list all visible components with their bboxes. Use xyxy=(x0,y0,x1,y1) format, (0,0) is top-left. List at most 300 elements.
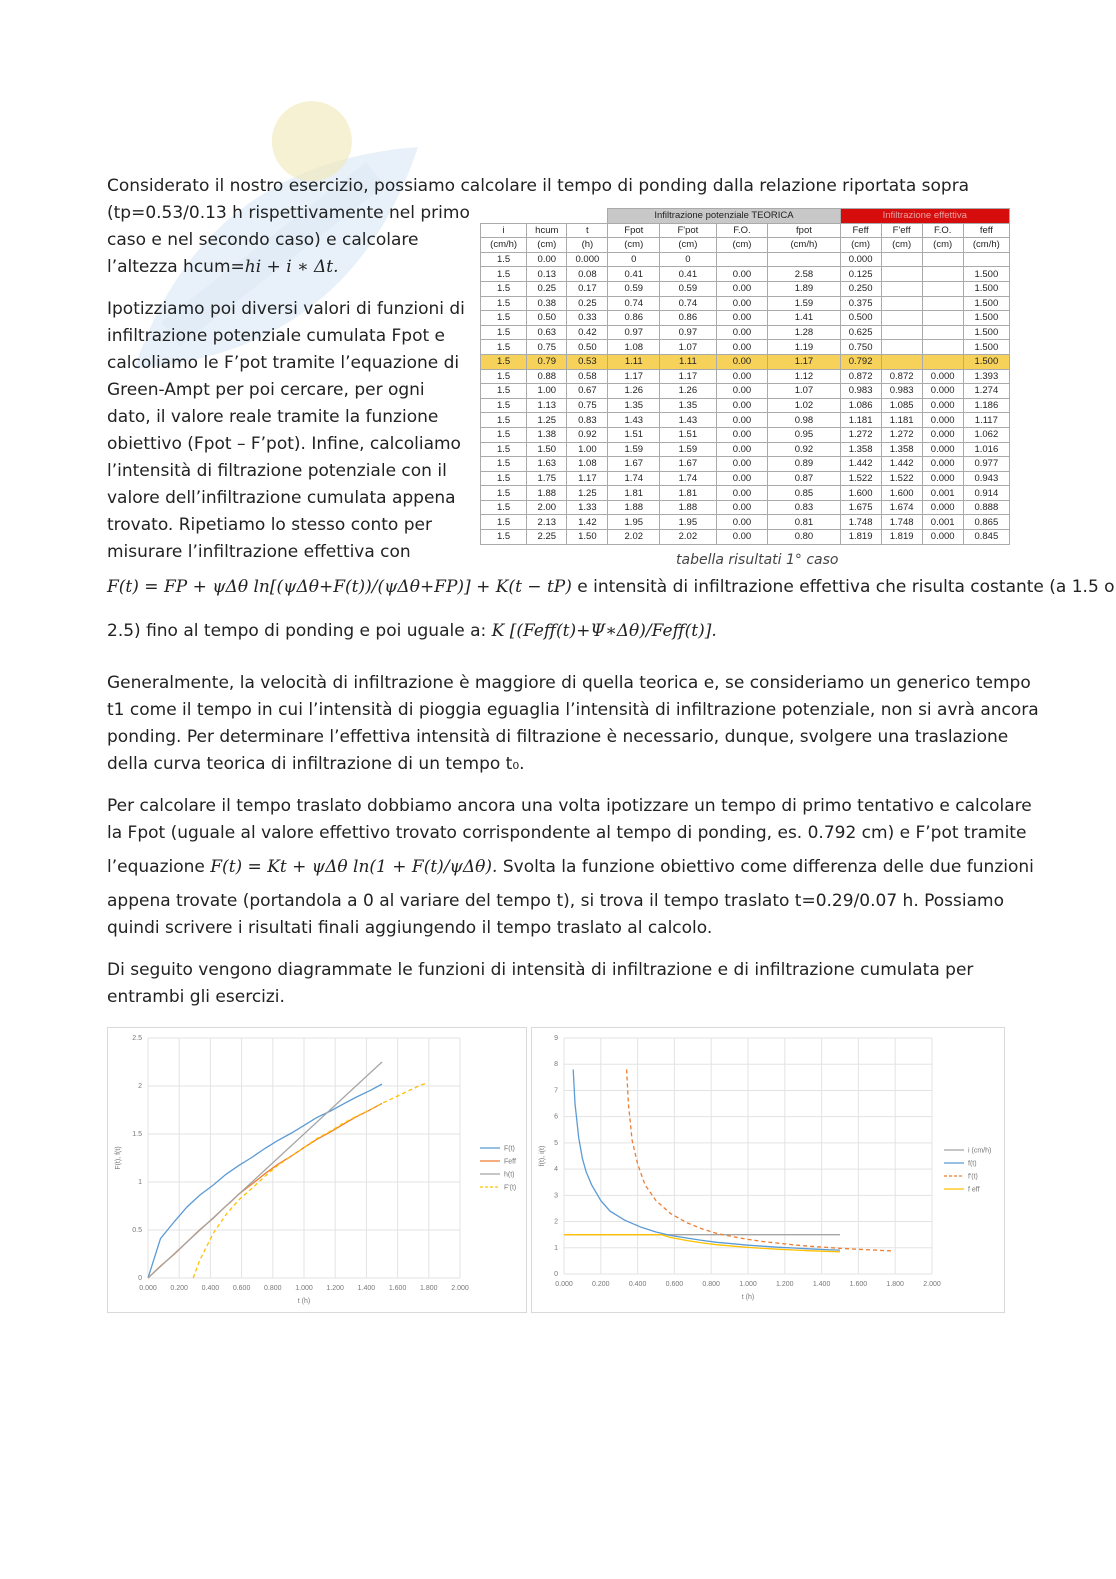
x-tick-label: 1.600 xyxy=(849,1281,868,1288)
table-cell: 0.25 xyxy=(567,296,608,311)
table-cell: 0.50 xyxy=(527,311,567,326)
legend-label: Feff xyxy=(504,1158,516,1166)
table-cell: 1.19 xyxy=(768,340,840,355)
table-cell: 0.000 xyxy=(922,427,963,442)
table-cell: 1.33 xyxy=(567,500,608,515)
series-line xyxy=(148,1062,382,1278)
table-cell: 1.5 xyxy=(481,325,527,340)
table-cell: 0.00 xyxy=(716,325,768,340)
paragraph2-line: valore dell’infiltrazione cumulata appena xyxy=(107,488,456,508)
table-row xyxy=(481,311,1010,326)
column-unit: (cm/h) xyxy=(768,238,840,253)
table-row xyxy=(481,442,1010,457)
table-cell: 0.87 xyxy=(768,471,840,486)
table-cell: 0.983 xyxy=(881,384,922,399)
table-cell: 0.943 xyxy=(963,471,1009,486)
table-cell: 0.750 xyxy=(840,340,881,355)
paragraph4-line xyxy=(107,854,1034,881)
paragraph1-line2: (tp=0.53/0.13 h rispettivamente nel primo xyxy=(107,203,470,223)
x-tick-label: 0.600 xyxy=(665,1281,684,1288)
table-cell: 0.000 xyxy=(922,413,963,428)
table-cell: 1.81 xyxy=(660,486,716,501)
table-cell: 1.393 xyxy=(963,369,1009,384)
table-cell: 0.86 xyxy=(608,311,660,326)
table-cell: 1.016 xyxy=(963,442,1009,457)
table-cell: 1.675 xyxy=(840,500,881,515)
table-cell: 0.41 xyxy=(608,267,660,282)
table-cell: 1.500 xyxy=(963,296,1009,311)
table-cell: 1.67 xyxy=(608,457,660,472)
table-row xyxy=(481,325,1010,340)
table-cell: 0.95 xyxy=(768,427,840,442)
y-tick-label: 1 xyxy=(554,1244,558,1252)
table-cell: 0.000 xyxy=(922,457,963,472)
table-cell: 2.02 xyxy=(660,530,716,545)
table-caption: tabella risultati 1° caso xyxy=(676,552,839,568)
table-cell: 1.500 xyxy=(963,354,1009,369)
x-tick-label: 0.800 xyxy=(264,1285,282,1292)
y-tick-label: 2.5 xyxy=(132,1035,142,1042)
table-cell: 1.500 xyxy=(963,311,1009,326)
table-units-row xyxy=(481,238,1010,253)
table-cell: 1.50 xyxy=(567,530,608,545)
paragraph4-line: Per calcolare il tempo traslato dobbiamo ancora una volta ipotizzare un tempo di primo tentativo e calcolare xyxy=(107,796,1032,816)
table-cell: 1.274 xyxy=(963,384,1009,399)
column-header: t xyxy=(567,223,608,238)
y-tick-label: 3 xyxy=(554,1192,558,1200)
column-header: fpot xyxy=(768,223,840,238)
table-cell: 0.000 xyxy=(922,369,963,384)
table-cell xyxy=(881,296,922,311)
table-cell: 0.74 xyxy=(608,296,660,311)
y-tick-label: 1 xyxy=(138,1179,142,1186)
table-cell: 1.28 xyxy=(768,325,840,340)
x-tick-label: 0.800 xyxy=(702,1281,720,1288)
legend-label: h(t) xyxy=(504,1171,515,1179)
paragraph3-line: Generalmente, la velocità di infiltrazione è maggiore di quella teorica e, se consideriamo un generico tempo xyxy=(107,673,1031,693)
table-cell xyxy=(922,296,963,311)
table-row xyxy=(481,500,1010,515)
table-cell: 1.17 xyxy=(660,369,716,384)
column-unit: (cm) xyxy=(660,238,716,253)
table-cell: 1.522 xyxy=(881,471,922,486)
column-unit: (cm) xyxy=(716,238,768,253)
table-cell: 0.00 xyxy=(716,413,768,428)
table-cell: 0.00 xyxy=(716,427,768,442)
table-group-header xyxy=(481,209,1010,224)
paragraph2-line: Ipotizziamo poi diversi valori di funzioni di xyxy=(107,299,465,319)
column-header: Feff xyxy=(840,223,881,238)
y-tick-label: 2 xyxy=(138,1083,142,1090)
table-cell: 1.88 xyxy=(608,500,660,515)
table-cell: 1.13 xyxy=(527,398,567,413)
formula-line2-text: 2.5) fino al tempo di ponding e poi uguale a: xyxy=(107,621,487,641)
table-cell: 1.5 xyxy=(481,296,527,311)
table-cell xyxy=(922,267,963,282)
table-cell: 1.500 xyxy=(963,267,1009,282)
table-cell: 1.5 xyxy=(481,457,527,472)
table-cell xyxy=(881,325,922,340)
table-cell: 1.67 xyxy=(660,457,716,472)
table-row xyxy=(481,340,1010,355)
table-cell: 1.5 xyxy=(481,442,527,457)
legend-label: F(t) xyxy=(504,1145,515,1153)
table-cell xyxy=(922,311,963,326)
table-cell: 0.888 xyxy=(963,500,1009,515)
group-effettiva: Infiltrazione effettiva xyxy=(840,209,1009,224)
paragraph1-line1: Considerato il nostro esercizio, possiamo calcolare il tempo di ponding dalla relazione riportata sopra xyxy=(107,176,970,196)
table-cell: 1.35 xyxy=(660,398,716,413)
column-header: hcum xyxy=(527,223,567,238)
table-cell: 0.83 xyxy=(567,413,608,428)
table-cell xyxy=(881,267,922,282)
table-cell: 0.53 xyxy=(567,354,608,369)
table-row xyxy=(481,427,1010,442)
table-cell: 0.845 xyxy=(963,530,1009,545)
table-cell: 1.63 xyxy=(527,457,567,472)
x-tick-label: 0.400 xyxy=(628,1281,647,1288)
table-cell: 1.181 xyxy=(881,413,922,428)
table-cell xyxy=(768,252,840,267)
table-cell: 0.001 xyxy=(922,515,963,530)
column-unit: (cm) xyxy=(840,238,881,253)
table-row xyxy=(481,486,1010,501)
table-row xyxy=(481,369,1010,384)
table-cell: 0.25 xyxy=(527,281,567,296)
table-row xyxy=(481,354,1010,369)
y-tick-label: 4 xyxy=(554,1166,558,1174)
table-header-row xyxy=(481,223,1010,238)
paragraph2-line: calcoliamo le F’pot tramite l’equazione di xyxy=(107,353,460,373)
table-cell: 1.17 xyxy=(608,369,660,384)
table-cell: 0.00 xyxy=(716,296,768,311)
table-cell: 0.89 xyxy=(768,457,840,472)
table-cell: 0.00 xyxy=(716,384,768,399)
legend-label: f(t) xyxy=(968,1160,977,1168)
table-cell: 0.75 xyxy=(567,398,608,413)
table-cell: 0.983 xyxy=(840,384,881,399)
table-cell xyxy=(922,252,963,267)
table-cell: 0.00 xyxy=(716,398,768,413)
column-unit: (cm) xyxy=(881,238,922,253)
table-cell: 0.977 xyxy=(963,457,1009,472)
table-cell: 1.442 xyxy=(881,457,922,472)
table-cell: 1.748 xyxy=(840,515,881,530)
legend-label: f'(t) xyxy=(968,1173,978,1181)
legend-label: i (cm/h) xyxy=(968,1147,992,1155)
table-cell: 0.00 xyxy=(716,500,768,515)
formula-line2 xyxy=(107,618,717,645)
table-cell: 1.51 xyxy=(608,427,660,442)
table-cell xyxy=(881,311,922,326)
results-table xyxy=(480,208,1010,545)
table-cell: 1.00 xyxy=(567,442,608,457)
paragraph4-line3-pre: l’equazione xyxy=(107,857,205,877)
paragraph2-line: trovato. Ripetiamo lo stesso conto per xyxy=(107,515,432,535)
formula-line xyxy=(107,574,1115,601)
y-axis-label: f(t), i(t) xyxy=(539,1145,546,1167)
table-cell: 1.08 xyxy=(567,457,608,472)
table-cell: 0.250 xyxy=(840,281,881,296)
legend-label: f eff xyxy=(968,1186,980,1194)
table-cell: 0.00 xyxy=(716,442,768,457)
x-tick-label: 1.000 xyxy=(739,1281,757,1288)
y-tick-label: 8 xyxy=(554,1061,558,1069)
table-cell: 1.5 xyxy=(481,354,527,369)
table-cell: 1.062 xyxy=(963,427,1009,442)
group-teorica: Infiltrazione potenziale TEORICA xyxy=(608,209,840,224)
table-row xyxy=(481,267,1010,282)
table-cell: 1.17 xyxy=(768,354,840,369)
table-cell: 1.95 xyxy=(608,515,660,530)
x-tick-label: 0.000 xyxy=(139,1285,157,1292)
formula-line-text: e intensità di infiltrazione effettiva che risulta costante (a 1.5 o xyxy=(577,577,1115,597)
table-cell: 0.63 xyxy=(527,325,567,340)
table-cell xyxy=(922,281,963,296)
table-cell: 0.000 xyxy=(567,252,608,267)
table-row xyxy=(481,530,1010,545)
table-cell: 1.5 xyxy=(481,398,527,413)
y-tick-label: 7 xyxy=(554,1087,558,1095)
table-cell: 1.5 xyxy=(481,311,527,326)
paragraph1-line4 xyxy=(107,254,339,281)
table-cell: 0.00 xyxy=(716,530,768,545)
x-tick-label: 0.000 xyxy=(555,1281,573,1288)
table-cell: 1.88 xyxy=(660,500,716,515)
table-cell: 2.25 xyxy=(527,530,567,545)
chart-cumulative-infiltration xyxy=(107,1027,527,1313)
table-cell: 0.000 xyxy=(922,384,963,399)
table-cell: 0.00 xyxy=(716,281,768,296)
column-header: F'eff xyxy=(881,223,922,238)
column-unit: (h) xyxy=(567,238,608,253)
table-cell: 0.500 xyxy=(840,311,881,326)
table-cell: 1.5 xyxy=(481,515,527,530)
table-cell: 1.59 xyxy=(768,296,840,311)
column-unit: (cm) xyxy=(608,238,660,253)
table-cell: 1.74 xyxy=(660,471,716,486)
table-cell: 0.865 xyxy=(963,515,1009,530)
column-unit: (cm) xyxy=(922,238,963,253)
chart-cumulative-svg xyxy=(108,1028,526,1312)
table-cell: 0.00 xyxy=(716,486,768,501)
paragraph1-line3: caso e nel secondo caso) e calcolare xyxy=(107,230,419,250)
y-tick-label: 0.5 xyxy=(132,1227,142,1234)
table-cell: 1.26 xyxy=(608,384,660,399)
table-cell: 1.272 xyxy=(881,427,922,442)
table-row xyxy=(481,252,1010,267)
table-cell: 0.92 xyxy=(567,427,608,442)
table-cell: 0.00 xyxy=(716,457,768,472)
x-tick-label: 2.000 xyxy=(451,1285,469,1292)
table-cell: 1.5 xyxy=(481,427,527,442)
x-tick-label: 1.800 xyxy=(420,1285,438,1292)
paragraph2-line: dato, il valore reale tramite la funzione xyxy=(107,407,439,427)
table-cell: 1.500 xyxy=(963,281,1009,296)
table-cell: 1.600 xyxy=(840,486,881,501)
table-cell xyxy=(922,354,963,369)
paragraph2-line: infiltrazione potenziale cumulata Fpot e xyxy=(107,326,446,346)
column-header: feff xyxy=(963,223,1009,238)
table-cell: 1.00 xyxy=(527,384,567,399)
x-tick-label: 1.400 xyxy=(357,1285,376,1292)
table-row xyxy=(481,515,1010,530)
y-tick-label: 0 xyxy=(554,1271,558,1278)
column-header: Fpot xyxy=(608,223,660,238)
column-unit: (cm) xyxy=(527,238,567,253)
y-tick-label: 9 xyxy=(554,1035,558,1042)
column-header: i xyxy=(481,223,527,238)
table-cell: 0.00 xyxy=(716,354,768,369)
table-cell: 1.25 xyxy=(527,413,567,428)
paragraph4-line3-post: Svolta la funzione obiettivo come differenza delle due funzioni xyxy=(502,857,1034,877)
column-header: F'pot xyxy=(660,223,716,238)
table-cell: 1.42 xyxy=(567,515,608,530)
x-axis-label: t (h) xyxy=(297,1298,311,1305)
feff-formula: K [(Feff(t)+Ψ∗Δθ)/Feff(t)]. xyxy=(491,621,717,641)
table-cell: 1.117 xyxy=(963,413,1009,428)
y-tick-label: 5 xyxy=(554,1139,558,1147)
table-cell: 1.07 xyxy=(660,340,716,355)
table-cell: 1.07 xyxy=(768,384,840,399)
chart-infiltration-rate xyxy=(531,1027,1005,1313)
table-cell: 1.522 xyxy=(840,471,881,486)
paragraph5-line: Di seguito vengono diagrammate le funzioni di intensità di infiltrazione e di infiltrazione cumulata per xyxy=(107,960,974,980)
translated-time-formula: F(t) = Kt + ψΔθ ln(1 + F(t)/ψΔθ). xyxy=(210,857,498,877)
table-cell: 0.00 xyxy=(527,252,567,267)
table-cell: 1.89 xyxy=(768,281,840,296)
x-tick-label: 1.000 xyxy=(295,1285,313,1292)
x-tick-label: 1.200 xyxy=(326,1285,344,1292)
table-cell: 0.92 xyxy=(768,442,840,457)
y-tick-label: 6 xyxy=(554,1113,558,1121)
table-cell: 2.13 xyxy=(527,515,567,530)
legend-label: F'(t) xyxy=(504,1184,517,1192)
table-cell xyxy=(963,252,1009,267)
hcum-label: l’altezza hcum= xyxy=(107,257,245,277)
table-cell: 0.13 xyxy=(527,267,567,282)
table-cell: 1.43 xyxy=(660,413,716,428)
table-cell: 1.5 xyxy=(481,384,527,399)
column-unit: (cm/h) xyxy=(481,238,527,253)
x-tick-label: 0.600 xyxy=(232,1285,251,1292)
table-cell: 0.33 xyxy=(567,311,608,326)
series-line xyxy=(573,1070,840,1251)
table-row xyxy=(481,296,1010,311)
x-tick-label: 1.600 xyxy=(388,1285,407,1292)
table-cell: 1.5 xyxy=(481,267,527,282)
table-cell: 0.00 xyxy=(716,369,768,384)
table-cell: 1.11 xyxy=(660,354,716,369)
table-cell: 0.38 xyxy=(527,296,567,311)
table-cell: 0.86 xyxy=(660,311,716,326)
table-cell: 1.81 xyxy=(608,486,660,501)
table-cell: 1.5 xyxy=(481,281,527,296)
table-cell: 1.5 xyxy=(481,340,527,355)
table-cell: 1.748 xyxy=(881,515,922,530)
table-cell: 0.000 xyxy=(922,530,963,545)
paragraph2-line: Green-Ampt per poi cercare, per ogni xyxy=(107,380,425,400)
table-cell: 0.67 xyxy=(567,384,608,399)
table-cell: 0.00 xyxy=(716,340,768,355)
table-cell: 0.17 xyxy=(567,281,608,296)
table-row xyxy=(481,457,1010,472)
table-cell: 1.51 xyxy=(660,427,716,442)
table-cell: 1.12 xyxy=(768,369,840,384)
table-cell: 1.358 xyxy=(840,442,881,457)
table-cell: 1.085 xyxy=(881,398,922,413)
table-cell: 0.792 xyxy=(840,354,881,369)
table-cell: 0.97 xyxy=(660,325,716,340)
table-row xyxy=(481,471,1010,486)
table-row xyxy=(481,384,1010,399)
table-cell: 0.00 xyxy=(716,471,768,486)
x-tick-label: 0.200 xyxy=(592,1281,610,1288)
table-cell: 2.00 xyxy=(527,500,567,515)
table-cell: 1.358 xyxy=(881,442,922,457)
table-cell: 1.819 xyxy=(840,530,881,545)
table-cell: 1.086 xyxy=(840,398,881,413)
table-cell: 0.001 xyxy=(922,486,963,501)
series-line xyxy=(193,1083,427,1278)
paragraph3-line: t1 come il tempo in cui l’intensità di pioggia eguaglia l’intensità di infiltrazione potenziale, non si avrà ancora xyxy=(107,700,1039,720)
paragraph5-line: entrambi gli esercizi. xyxy=(107,987,285,1007)
table-cell: 0 xyxy=(608,252,660,267)
table-cell: 1.272 xyxy=(840,427,881,442)
paragraph2-line: misurare l’infiltrazione effettiva con xyxy=(107,542,411,562)
x-tick-label: 2.000 xyxy=(923,1281,941,1288)
table-cell: 0.79 xyxy=(527,354,567,369)
y-tick-label: 1.5 xyxy=(132,1131,142,1138)
table-cell: 0.000 xyxy=(922,500,963,515)
table-cell: 1.5 xyxy=(481,369,527,384)
x-axis-label: t (h) xyxy=(741,1294,755,1301)
table-cell: 2.58 xyxy=(768,267,840,282)
table-cell xyxy=(881,340,922,355)
table-cell: 0.85 xyxy=(768,486,840,501)
table-cell: 0.000 xyxy=(840,252,881,267)
table-cell xyxy=(922,340,963,355)
table-cell: 1.5 xyxy=(481,500,527,515)
paragraph2-line: obiettivo (Fpot – F’pot). Infine, calcoliamo xyxy=(107,434,461,454)
table-cell: 0.375 xyxy=(840,296,881,311)
table-cell: 1.500 xyxy=(963,325,1009,340)
table-cell: 0.81 xyxy=(768,515,840,530)
table-cell: 1.181 xyxy=(840,413,881,428)
table-cell xyxy=(881,252,922,267)
paragraph2-line: l’intensità di filtrazione potenziale con il xyxy=(107,461,447,481)
table-cell: 0.00 xyxy=(716,311,768,326)
table-cell: 0.74 xyxy=(660,296,716,311)
table-cell: 0.00 xyxy=(716,515,768,530)
table-cell: 0.872 xyxy=(840,369,881,384)
table-cell: 1.50 xyxy=(527,442,567,457)
y-tick-label: 0 xyxy=(138,1275,142,1282)
table-cell: 1.41 xyxy=(768,311,840,326)
table-cell: 1.26 xyxy=(660,384,716,399)
table-cell: 1.674 xyxy=(881,500,922,515)
table-cell: 1.02 xyxy=(768,398,840,413)
table-cell: 2.02 xyxy=(608,530,660,545)
paragraph4-line: la Fpot (uguale al valore effettivo trovato corrispondente al tempo di ponding, es. 0.792 cm) e F’pot tramite xyxy=(107,823,1027,843)
table-cell xyxy=(922,325,963,340)
x-tick-label: 0.200 xyxy=(170,1285,188,1292)
table-cell: 0.000 xyxy=(922,471,963,486)
table-cell: 1.08 xyxy=(608,340,660,355)
table-cell xyxy=(881,281,922,296)
table-cell: 0.97 xyxy=(608,325,660,340)
x-tick-label: 1.800 xyxy=(886,1281,904,1288)
